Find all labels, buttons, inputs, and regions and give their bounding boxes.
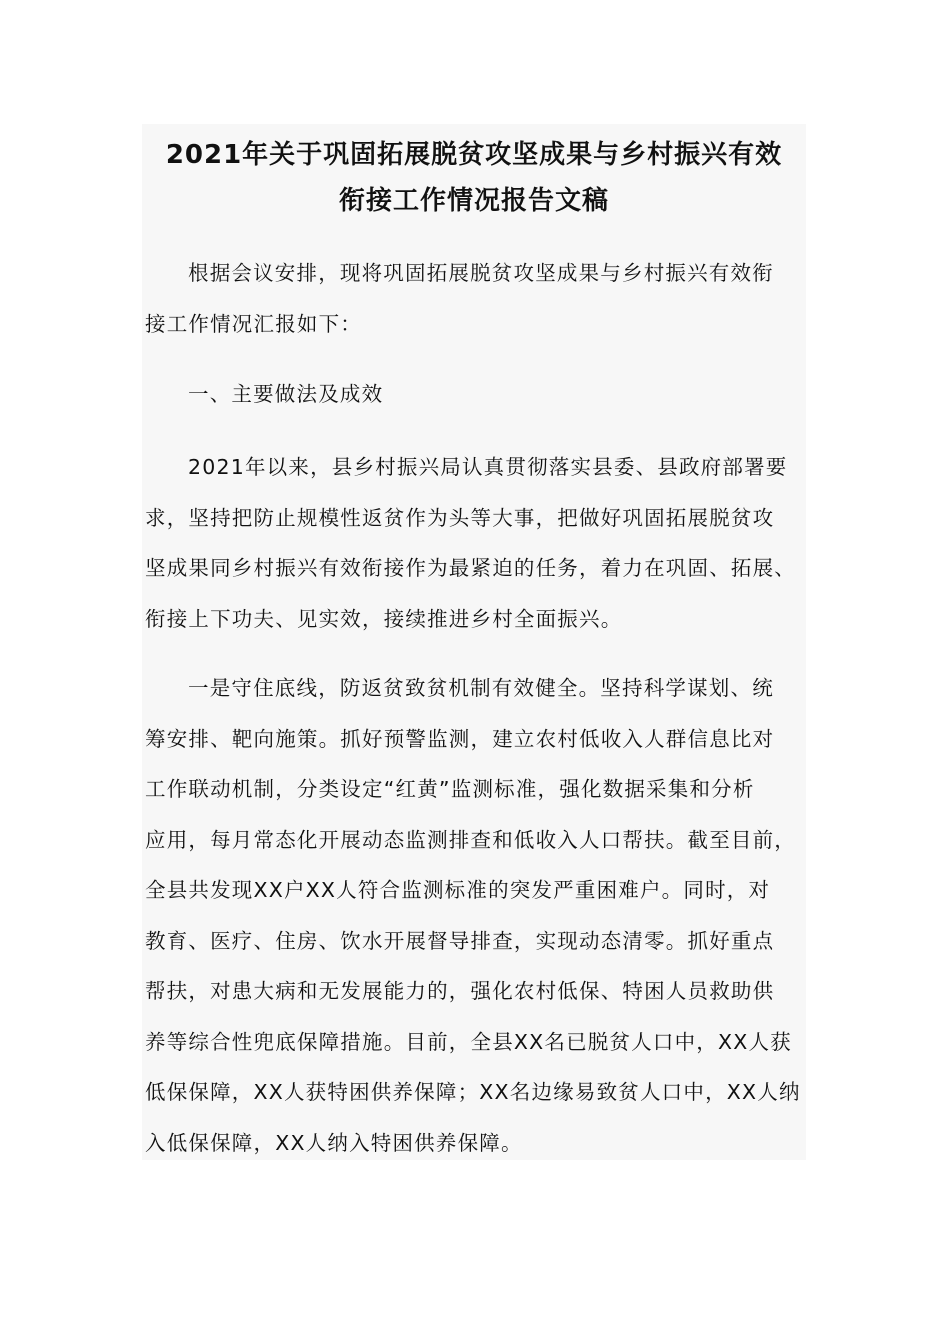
text-line: 衔接上下功夫、见实效，接续推进乡村全面振兴。: [145, 606, 623, 631]
text-line: 全县共发现XX户XX人符合监测标准的突发严重困难户。同时，对: [145, 878, 771, 902]
measure-one-paragraph: [145, 663, 813, 1168]
document-title: [142, 132, 806, 224]
text-line: 一、主要做法及成效: [188, 382, 384, 406]
text-line: 接工作情况汇报如下：: [145, 311, 362, 336]
text-line: 教育、医疗、住房、饮水开展督导排查，实现动态清零。抓好重点: [145, 928, 775, 953]
text-line: 应用，每月常态化开展动态监测排查和低收入人口帮扶。截至目前，: [145, 827, 796, 852]
text-line: 帮扶，对患大病和无发展能力的，强化农村低保、特困人员救助供: [145, 979, 775, 1003]
text-line: 2021年以来，县乡村振兴局认真贯彻落实县委、县政府部署要: [188, 455, 788, 479]
text-line: 坚成果同乡村振兴有效衔接作为最紧迫的任务，着力在巩固、拓展、: [145, 556, 796, 580]
text-line: 入低保保障，XX人纳入特困供养保障。: [145, 1130, 523, 1155]
text-line: 养等综合性兜底保障措施。目前，全县XX名已脱贫人口中，XX人获: [145, 1029, 792, 1054]
text-line: 求，坚持把防止规模性返贫作为头等大事，把做好巩固拓展脱贫攻: [145, 505, 775, 530]
section-heading: [145, 369, 813, 420]
intro-paragraph: [145, 248, 813, 349]
title-line-2: 衔接工作情况报告文稿: [338, 186, 609, 216]
text-line: 一是守住底线，防返贫致贫机制有效健全。坚持科学谋划、统: [188, 676, 774, 700]
title-line-1: 2021年关于巩固拓展脱贫攻坚成果与乡村振兴有效: [165, 140, 783, 170]
text-line: 工作联动机制，分类设定“红黄”监测标准，强化数据采集和分析: [145, 777, 755, 801]
text-line: 低保保障，XX人获特困供养保障；XX名边缘易致贫人口中，XX人纳: [145, 1080, 801, 1104]
text-line: 筹安排、靶向施策。抓好预警监测，建立农村低收入人群信息比对: [145, 726, 775, 751]
overview-paragraph: [145, 442, 813, 644]
text-line: 根据会议安排，现将巩固拓展脱贫攻坚成果与乡村振兴有效衔: [188, 261, 774, 285]
